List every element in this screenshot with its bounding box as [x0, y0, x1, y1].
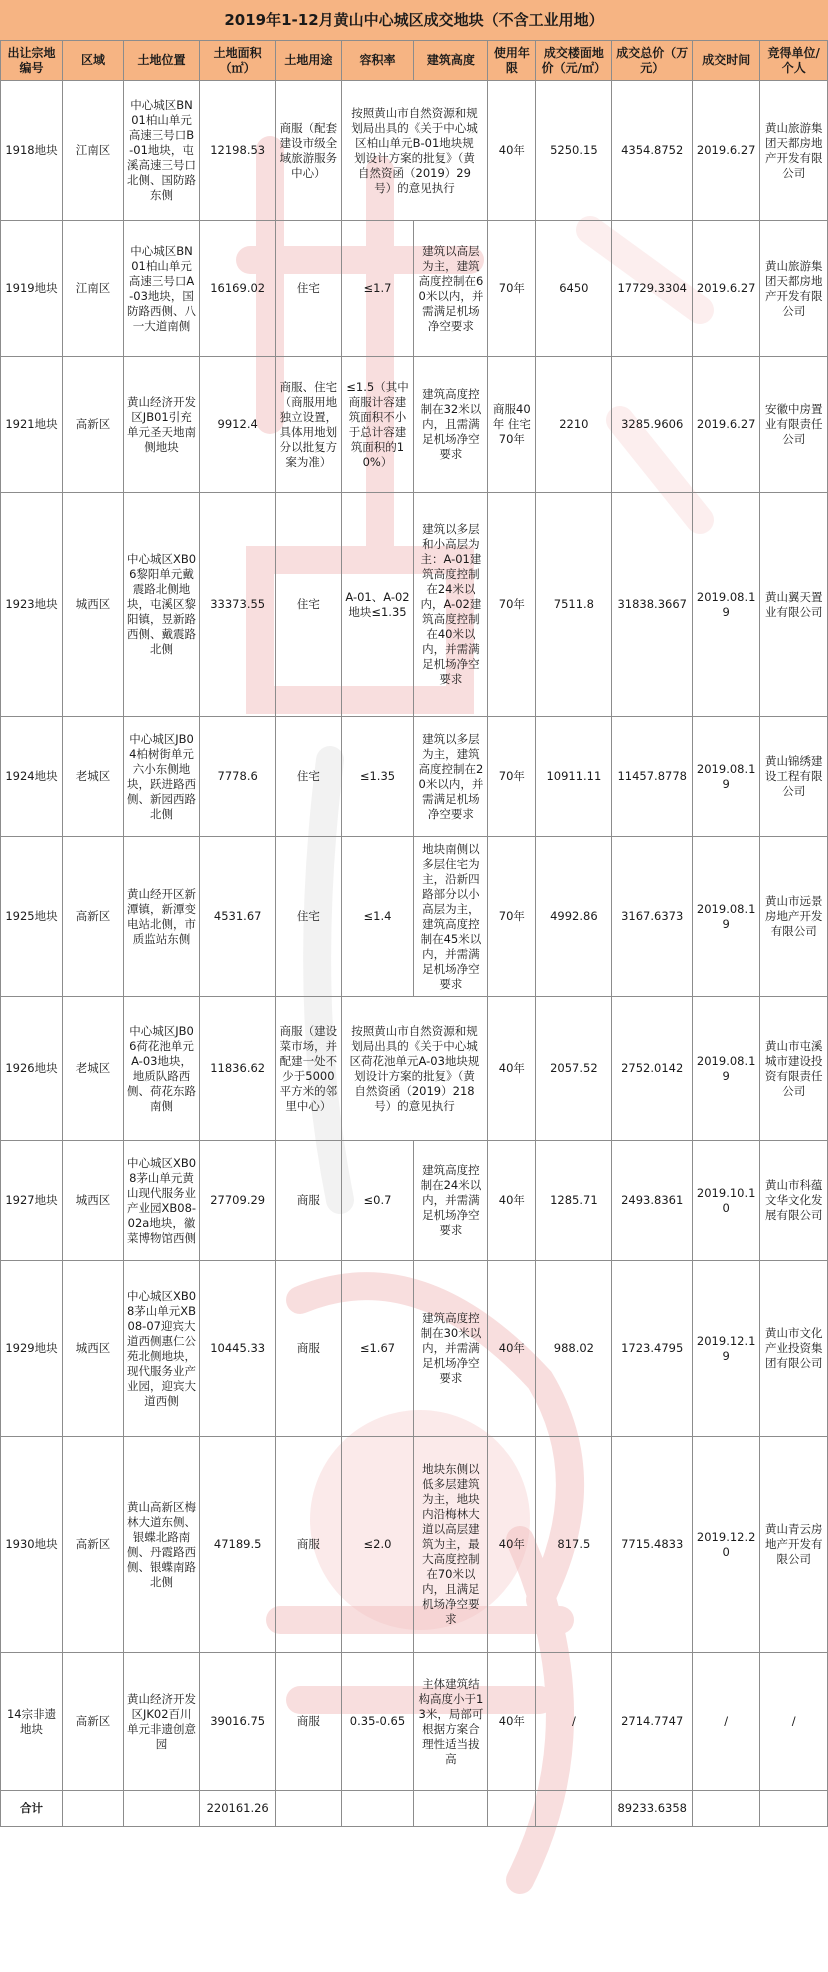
- cell-total: 3167.6373: [612, 837, 693, 997]
- cell-location: 黄山高新区梅林大道东侧、银蝶北路南侧、丹霞路西侧、银蝶南路北侧: [123, 1437, 199, 1653]
- cell-far: ≤1.7: [341, 221, 414, 357]
- cell-term: 70年: [488, 221, 536, 357]
- header-date: 成交时间: [692, 41, 759, 81]
- table-row: [1, 997, 828, 1141]
- cell-winner: 黄山翼天置业有限公司: [760, 493, 828, 717]
- cell-date: 2019.12.20: [692, 1437, 759, 1653]
- cell-size: 7778.6: [200, 717, 276, 837]
- cell-size: 11836.62: [200, 997, 276, 1141]
- cell-empty: [63, 1791, 124, 1827]
- cell-date: 2019.12.19: [692, 1261, 759, 1437]
- cell-id: 1927地块: [1, 1141, 63, 1261]
- cell-area: 老城区: [63, 997, 124, 1141]
- cell-total: 31838.3667: [612, 493, 693, 717]
- cell-term: 40年: [488, 1653, 536, 1791]
- cell-unit-price: 5250.15: [536, 81, 612, 221]
- cell-total: 11457.8778: [612, 717, 693, 837]
- cell-height: 建筑高度控制在30米以内，并需满足机场净空要求: [414, 1261, 488, 1437]
- cell-size: 10445.33: [200, 1261, 276, 1437]
- cell-id: 1921地块: [1, 357, 63, 493]
- cell-id: 1926地块: [1, 997, 63, 1141]
- cell-term: 40年: [488, 1437, 536, 1653]
- cell-empty: [536, 1791, 612, 1827]
- cell-unit-price: 2057.52: [536, 997, 612, 1141]
- cell-area: 老城区: [63, 717, 124, 837]
- cell-winner: 安徽中房置业有限责任公司: [760, 357, 828, 493]
- cell-id: 1923地块: [1, 493, 63, 717]
- cell-winner: 黄山市科蕴文华文化发展有限公司: [760, 1141, 828, 1261]
- cell-winner: 黄山青云房地产开发有限公司: [760, 1437, 828, 1653]
- cell-empty: [692, 1791, 759, 1827]
- cell-far: ≤1.67: [341, 1261, 414, 1437]
- cell-date: /: [692, 1653, 759, 1791]
- cell-date: 2019.6.27: [692, 357, 759, 493]
- table-row: [1, 1437, 828, 1653]
- table-row: [1, 81, 828, 221]
- cell-far: ≤2.0: [341, 1437, 414, 1653]
- cell-use: 商服: [276, 1141, 341, 1261]
- cell-size: 33373.55: [200, 493, 276, 717]
- header-total: 成交总价（万元）: [612, 41, 693, 81]
- total-row: [1, 1791, 828, 1827]
- cell-use: 商服、住宅（商服用地独立设置，具体用地划分以批复方案为准）: [276, 357, 341, 493]
- cell-use: 商服: [276, 1261, 341, 1437]
- table-row: [1, 1653, 828, 1791]
- cell-area: 江南区: [63, 221, 124, 357]
- land-transaction-table: [0, 40, 828, 1827]
- cell-size: 39016.75: [200, 1653, 276, 1791]
- cell-total: 17729.3304: [612, 221, 693, 357]
- cell-location: 中心城区BN01柏山单元高速三号口B-01地块，屯溪高速三号口北侧、国防路东侧: [123, 81, 199, 221]
- cell-total: 2493.8361: [612, 1141, 693, 1261]
- cell-location: 中心城区JB06荷花池单元A-03地块，地质队路西侧、荷花东路南侧: [123, 997, 199, 1141]
- cell-id: 1925地块: [1, 837, 63, 997]
- cell-date: 2019.6.27: [692, 81, 759, 221]
- cell-size: 27709.29: [200, 1141, 276, 1261]
- cell-winner: 黄山锦绣建设工程有限公司: [760, 717, 828, 837]
- cell-total: 7715.4833: [612, 1437, 693, 1653]
- cell-use: 住宅: [276, 837, 341, 997]
- cell-height: 建筑以多层为主，建筑高度控制在20米以内，并需满足机场净空要求: [414, 717, 488, 837]
- cell-size: 16169.02: [200, 221, 276, 357]
- cell-area: 江南区: [63, 81, 124, 221]
- cell-far: ≤1.35: [341, 717, 414, 837]
- cell-date: 2019.08.19: [692, 997, 759, 1141]
- cell-area: 高新区: [63, 1437, 124, 1653]
- cell-size: 12198.53: [200, 81, 276, 221]
- cell-id: 1930地块: [1, 1437, 63, 1653]
- cell-empty: [414, 1791, 488, 1827]
- cell-location: 黄山经济开发区JK02百川单元非遗创意园: [123, 1653, 199, 1791]
- cell-size: 47189.5: [200, 1437, 276, 1653]
- cell-location: 中心城区BN01柏山单元高速三号口A-03地块，国防路西侧、八一大道南侧: [123, 221, 199, 357]
- cell-unit-price: 817.5: [536, 1437, 612, 1653]
- cell-winner: /: [760, 1653, 828, 1791]
- cell-location: 中心城区JB04柏树街单元六小东侧地块，跃进路西侧、新园西路北侧: [123, 717, 199, 837]
- cell-total: 3285.9606: [612, 357, 693, 493]
- cell-location: 中心城区XB08茅山单元黄山现代服务业产业园XB08-02a地块，徽菜博物馆西侧: [123, 1141, 199, 1261]
- cell-unit-price: 988.02: [536, 1261, 612, 1437]
- table-title: 2019年1-12月黄山中心城区成交地块（不含工业用地）: [0, 0, 828, 41]
- cell-area: 高新区: [63, 357, 124, 493]
- cell-date: 2019.08.19: [692, 717, 759, 837]
- cell-empty: [276, 1791, 341, 1827]
- cell-id: 1929地块: [1, 1261, 63, 1437]
- cell-location: 黄山经开区新潭镇，新潭变电站北侧，市质监站东侧: [123, 837, 199, 997]
- cell-term: 70年: [488, 493, 536, 717]
- header-term: 使用年限: [488, 41, 536, 81]
- header-use: 土地用途: [276, 41, 341, 81]
- cell-area: 城西区: [63, 1141, 124, 1261]
- table-row: [1, 221, 828, 357]
- table-row: [1, 1261, 828, 1437]
- cell-id: 14宗非遗地块: [1, 1653, 63, 1791]
- header-area: 区域: [63, 41, 124, 81]
- cell-winner: 黄山市远景房地产开发有限公司: [760, 837, 828, 997]
- cell-winner: 黄山市文化产业投资集团有限公司: [760, 1261, 828, 1437]
- cell-height: 地块南侧以多层住宅为主，沿新四路部分以小高层为主，建筑高度控制在45米以内，并需满足机场净空要求: [414, 837, 488, 997]
- cell-id: 1924地块: [1, 717, 63, 837]
- cell-unit-price: 4992.86: [536, 837, 612, 997]
- total-size: 220161.26: [200, 1791, 276, 1827]
- cell-term: 70年: [488, 717, 536, 837]
- cell-height: 建筑以多层和小高层为主：A-01建筑高度控制在24米以内，A-02建筑高度控制在40米以内，并需满足机场净空要求: [414, 493, 488, 717]
- cell-area: 高新区: [63, 837, 124, 997]
- cell-unit-price: 1285.71: [536, 1141, 612, 1261]
- cell-term: 40年: [488, 81, 536, 221]
- cell-term: 40年: [488, 1261, 536, 1437]
- header-height: 建筑高度: [414, 41, 488, 81]
- cell-date: 2019.08.19: [692, 837, 759, 997]
- cell-far: ≤1.4: [341, 837, 414, 997]
- cell-unit-price: 2210: [536, 357, 612, 493]
- cell-area: 城西区: [63, 1261, 124, 1437]
- cell-empty: [488, 1791, 536, 1827]
- cell-unit-price: /: [536, 1653, 612, 1791]
- cell-far: ≤1.5（其中商服计容建筑面积不小于总计容建筑面积的10%）: [341, 357, 414, 493]
- cell-use: 商服: [276, 1653, 341, 1791]
- cell-size: 9912.4: [200, 357, 276, 493]
- cell-use: 住宅: [276, 493, 341, 717]
- header-size: 土地面积（㎡）: [200, 41, 276, 81]
- cell-use: 商服: [276, 1437, 341, 1653]
- cell-winner: 黄山旅游集团天都房地产开发有限公司: [760, 221, 828, 357]
- cell-far: A-01、A-02地块≤1.35: [341, 493, 414, 717]
- cell-use: 住宅: [276, 221, 341, 357]
- cell-plan-note: 按照黄山市自然资源和规划局出具的《关于中心城区荷花池单元A-03地块规划设计方案的批复》（黄自然资函（2019）218号）的意见执行: [341, 997, 488, 1141]
- cell-height: 主体建筑结构高度小于13米，局部可根据方案合理性适当拔高: [414, 1653, 488, 1791]
- cell-size: 4531.67: [200, 837, 276, 997]
- header-far: 容积率: [341, 41, 414, 81]
- cell-use: 商服（配套建设市级全域旅游服务中心）: [276, 81, 341, 221]
- cell-term: 70年: [488, 837, 536, 997]
- cell-far: ≤0.7: [341, 1141, 414, 1261]
- cell-winner: 黄山旅游集团天都房地产开发有限公司: [760, 81, 828, 221]
- cell-empty: [760, 1791, 828, 1827]
- cell-unit-price: 7511.8: [536, 493, 612, 717]
- cell-location: 中心城区XB06黎阳单元戴震路北侧地块，屯溪区黎阳镇，昱新路西侧、戴震路北侧: [123, 493, 199, 717]
- cell-empty: [341, 1791, 414, 1827]
- header-unit-price: 成交楼面地价（元/㎡）: [536, 41, 612, 81]
- cell-plan-note: 按照黄山市自然资源和规划局出具的《关于中心城区柏山单元B-01地块规划设计方案的批复》（黄自然资函（2019）29号）的意见执行: [341, 81, 488, 221]
- cell-term: 40年: [488, 1141, 536, 1261]
- cell-far: 0.35-0.65: [341, 1653, 414, 1791]
- cell-area: 高新区: [63, 1653, 124, 1791]
- total-label: 合计: [1, 1791, 63, 1827]
- cell-total: 2752.0142: [612, 997, 693, 1141]
- header-id: 出让宗地编号: [1, 41, 63, 81]
- table-row: [1, 357, 828, 493]
- total-price: 89233.6358: [612, 1791, 693, 1827]
- cell-location: 黄山经济开发区JB01引充单元圣天地南侧地块: [123, 357, 199, 493]
- table-row: [1, 717, 828, 837]
- cell-id: 1918地块: [1, 81, 63, 221]
- cell-unit-price: 6450: [536, 221, 612, 357]
- cell-area: 城西区: [63, 493, 124, 717]
- cell-location: 中心城区XB08茅山单元XB08-07迎宾大道西侧惠仁公苑北侧地块，现代服务业产业园，迎宾大道西侧: [123, 1261, 199, 1437]
- cell-height: 建筑以高层为主，建筑高度控制在60米以内，并需满足机场净空要求: [414, 221, 488, 357]
- cell-unit-price: 10911.11: [536, 717, 612, 837]
- cell-use: 商服（建设菜市场，并配建一处不少于5000平方米的邻里中心）: [276, 997, 341, 1141]
- cell-height: 建筑高度控制在24米以内，并需满足机场净空要求: [414, 1141, 488, 1261]
- cell-height: 建筑高度控制在32米以内，且需满足机场净空要求: [414, 357, 488, 493]
- cell-id: 1919地块: [1, 221, 63, 357]
- header-location: 土地位置: [123, 41, 199, 81]
- cell-term: 商服40年 住宅70年: [488, 357, 536, 493]
- cell-term: 40年: [488, 997, 536, 1141]
- cell-total: 4354.8752: [612, 81, 693, 221]
- table-row: [1, 493, 828, 717]
- header-row: [1, 41, 828, 81]
- cell-total: 1723.4795: [612, 1261, 693, 1437]
- cell-winner: 黄山市屯溪城市建设投资有限责任公司: [760, 997, 828, 1141]
- cell-use: 住宅: [276, 717, 341, 837]
- cell-date: 2019.10.10: [692, 1141, 759, 1261]
- cell-height: 地块东侧以低多层建筑为主，地块内沿梅林大道以高层建筑为主，最大高度控制在70米以内，且满足机场净空要求: [414, 1437, 488, 1653]
- cell-date: 2019.08.19: [692, 493, 759, 717]
- table-row: [1, 837, 828, 997]
- table-row: [1, 1141, 828, 1261]
- cell-total: 2714.7747: [612, 1653, 693, 1791]
- cell-empty: [123, 1791, 199, 1827]
- cell-date: 2019.6.27: [692, 221, 759, 357]
- header-winner: 竞得单位/个人: [760, 41, 828, 81]
